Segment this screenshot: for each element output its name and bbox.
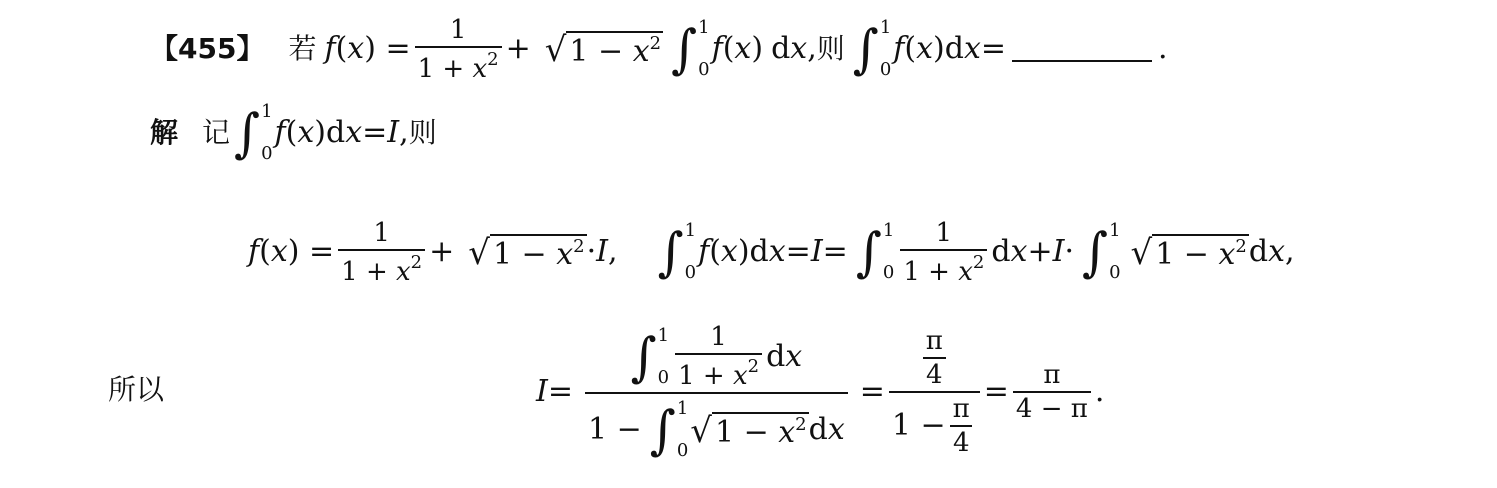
- fraction-1-over-1-plus-x2-c: $\frac{1}{1 + x^2}$: [900, 220, 987, 285]
- solution-label: 解: [150, 116, 179, 149]
- sqrt-1-minus-x2-c: √ $1 - x^2$: [1130, 233, 1247, 273]
- problem-lead-text: 若: [288, 32, 317, 65]
- sqrt-1-minus-x2: √ $1 - x^2$: [544, 30, 662, 70]
- so-label: 所以: [108, 373, 165, 406]
- answer-blank: [1012, 36, 1152, 62]
- integral-0-1: ∫ 1 0: [671, 17, 710, 80]
- solution-intro-text: 记: [202, 116, 231, 149]
- integral-0-1-b: ∫ 1 0: [852, 17, 892, 80]
- integral-0-1-e: ∫ 1 0: [855, 220, 895, 283]
- integral-0-1-d: ∫ 1 0: [657, 220, 697, 283]
- final-equation: I = ∫ 1 0 $\frac{1}{1 + x^2}$ d x 1 − ∫ 1 0 √ $1 - x^2$ d x = $\frac{\pi}{4}$ 1 − $\frac{\pi}{4}$ = $\frac{\pi}{4 - \pi}$ .: [536, 322, 1105, 461]
- solution-then-text: 则: [408, 116, 437, 149]
- fraction-1-over-1-plus-x2: $\frac{1}{1 + x^2}$: [415, 17, 502, 82]
- integral-0-1-c: ∫ 1 0: [234, 101, 273, 164]
- problem-tail: .: [1158, 31, 1168, 66]
- big-fraction: ∫ 1 0 $\frac{1}{1 + x^2}$ d x 1 − ∫ 1 0 √ $1 - x^2$ d x: [585, 324, 848, 460]
- equation-line-3: f ( x ) = $\frac{1}{1 + x^2}$ + √ $1 - x^2$ · I , ∫ 1 0 f ( x )d x = I = ∫ 1 0 $\frac{1}{1 + x^2}$ d x + I · ∫ 1 0 √ $1 - x^2$ d x ,: [248, 217, 1295, 287]
- pi-over-4-minus-pi: $\frac{\pi}{4 - \pi}$: [1013, 362, 1091, 422]
- problem-then-text: 则: [816, 32, 845, 65]
- solution-intro: 解 记 ∫ 1 0 f ( x )d x = I , 则: [150, 101, 437, 164]
- problem-number: 【455】: [150, 32, 265, 65]
- pi-over-4-fraction: $\frac{\pi}{4}$ 1 − $\frac{\pi}{4}$: [889, 328, 980, 456]
- sqrt-1-minus-x2-b: √ $1 - x^2$: [468, 233, 585, 273]
- integral-0-1-f: ∫ 1 0: [1082, 220, 1121, 283]
- fraction-1-over-1-plus-x2-b: $\frac{1}{1 + x^2}$: [338, 220, 425, 285]
- so-label-row: [108, 370, 164, 410]
- problem-statement: 【455】 若 f ( x ) = $\frac{1}{1 + x^2}$ + √ $1 - x^2$ ∫ 1 0 f ( x ) dx, 则 ∫ 1 0 f ( x )d x = .: [150, 14, 1168, 84]
- f-symbol: f: [324, 31, 336, 66]
